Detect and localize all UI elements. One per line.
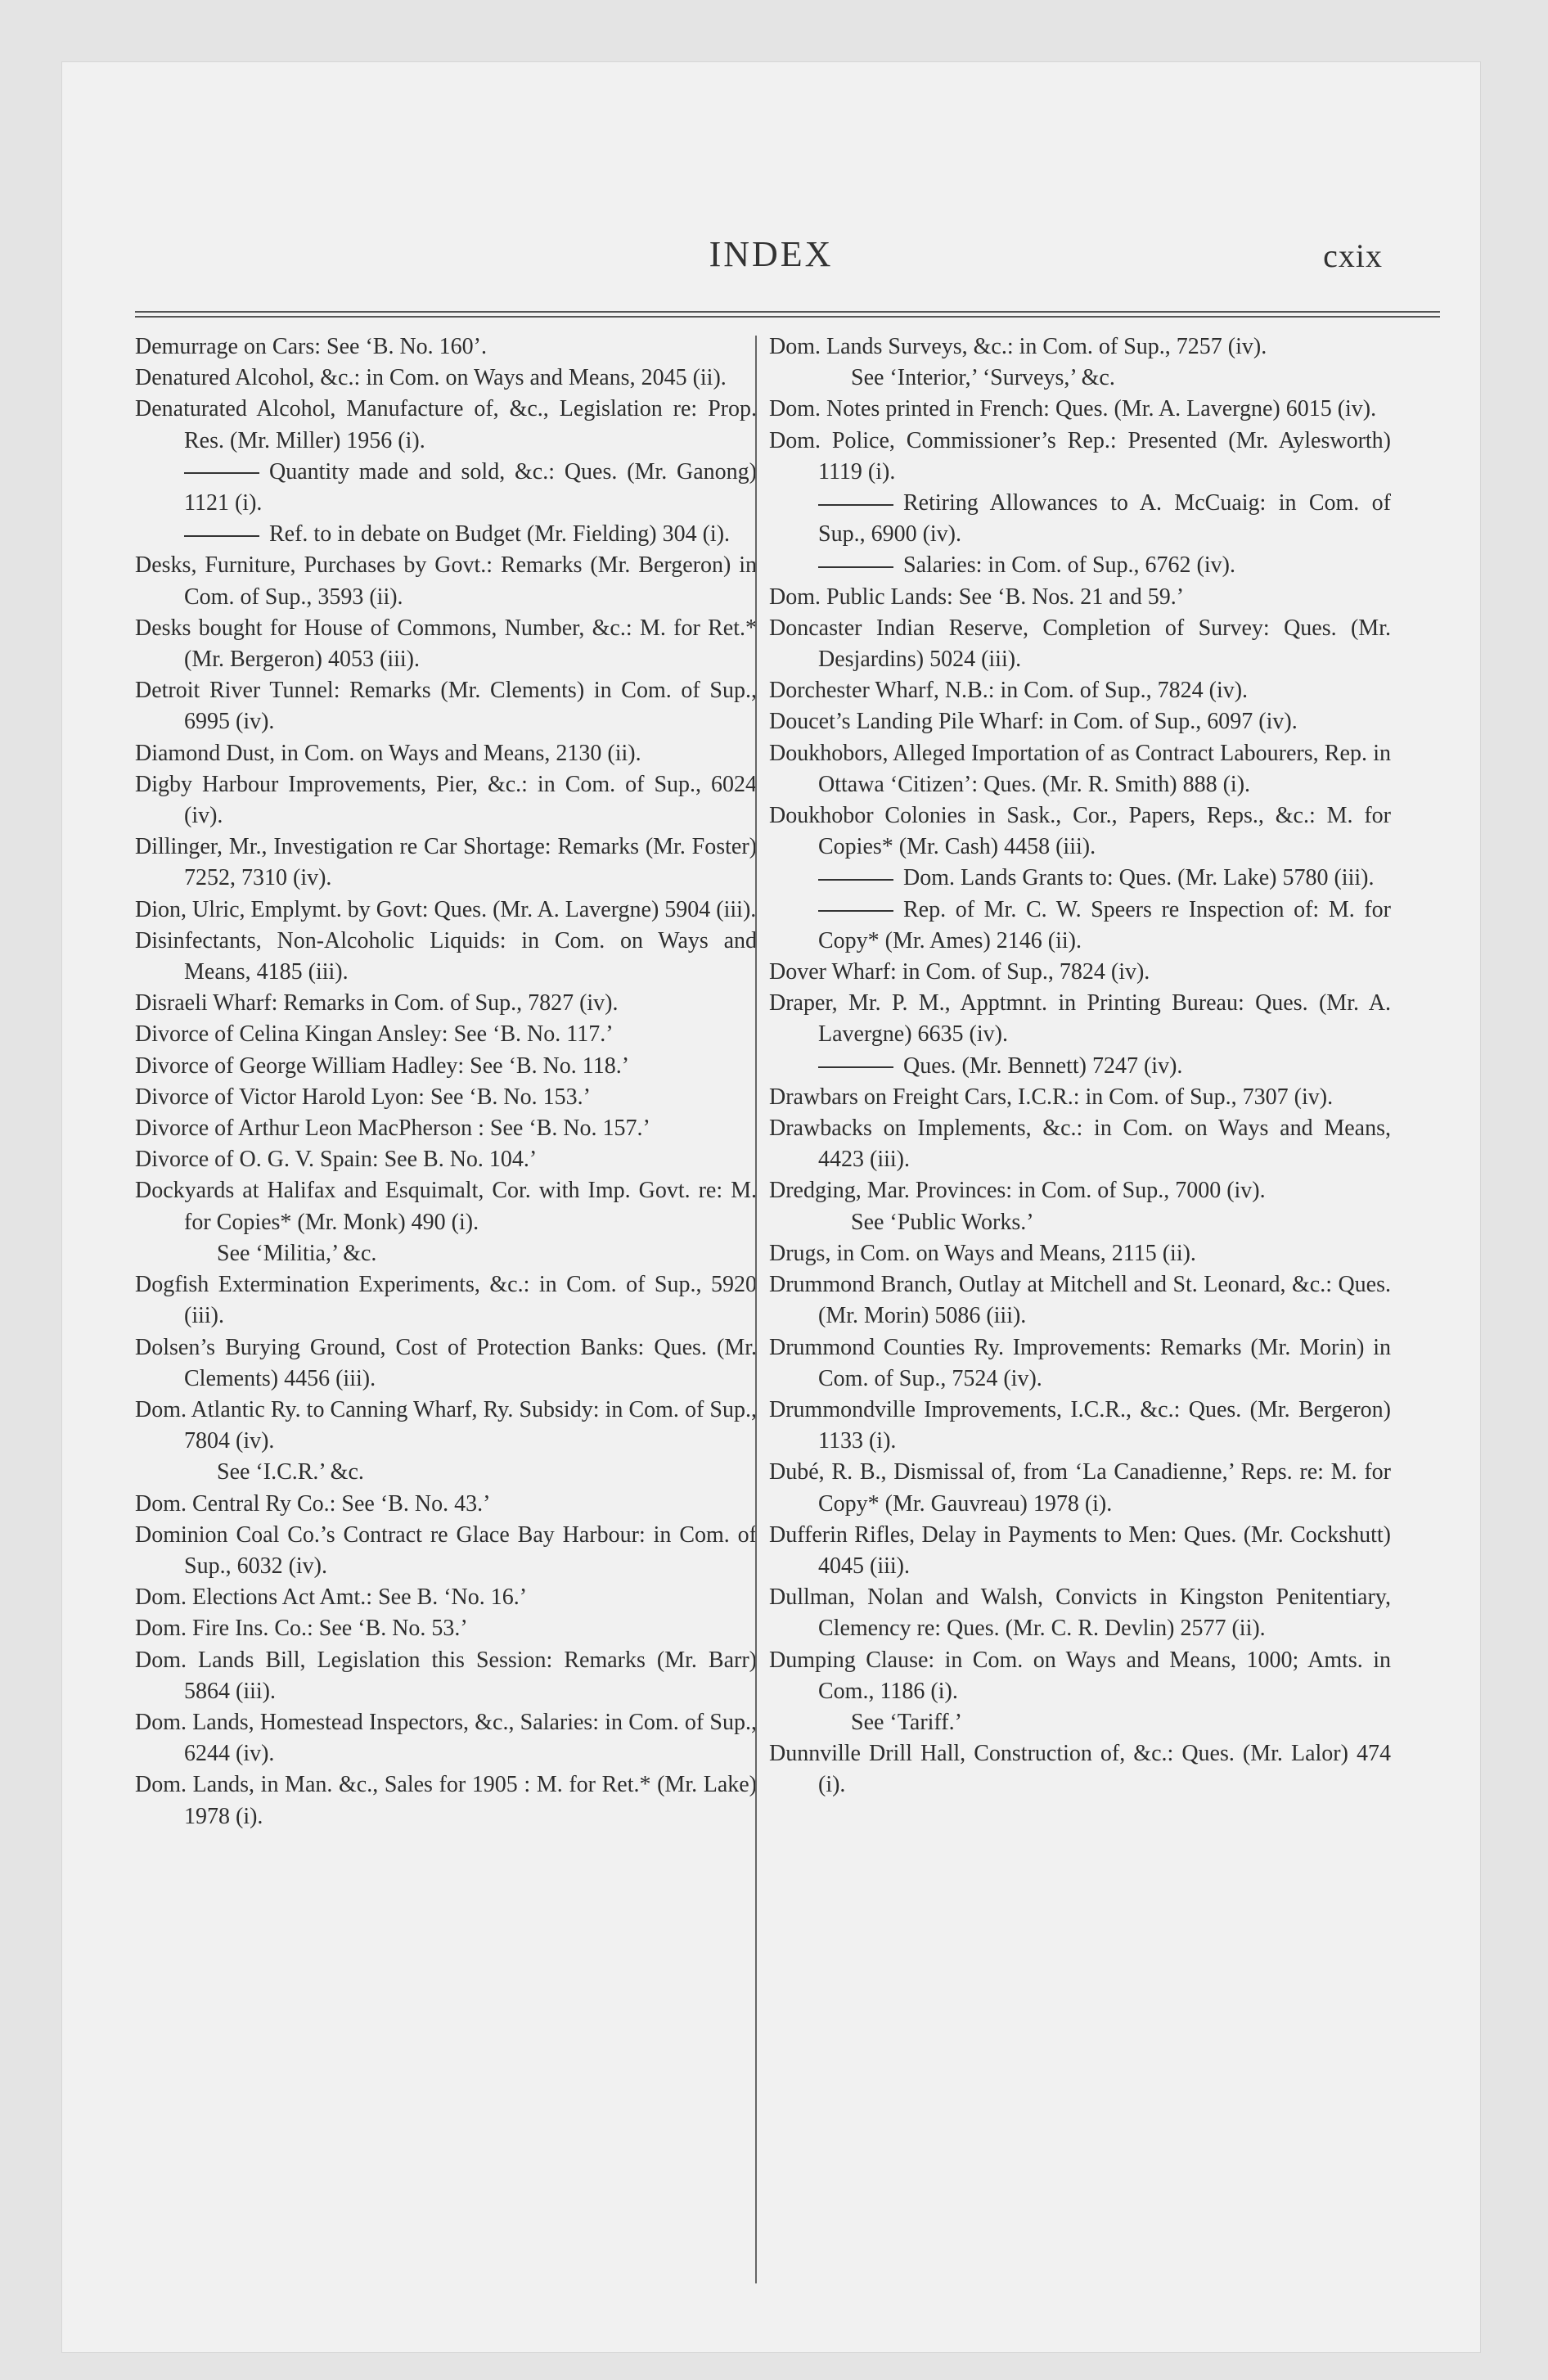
index-subentry: Quantity made and sold, &c.: Ques. (Mr. Ganong) 1121 (i). — [135, 457, 757, 519]
index-subentry: Retiring Allowances to A. McCuaig: in Com. of Sup., 6900 (iv). — [769, 488, 1391, 550]
index-entry: Dockyards at Halifax and Esquimalt, Cor. with Imp. Govt. re: M. for Copies* (Mr. Monk) 490 (i). — [135, 1178, 757, 1235]
index-entry: Desks, Furniture, Purchases by Govt.: Remarks (Mr. Bergeron) in Com. of Sup., 3593 (ii). — [135, 552, 757, 610]
index-entry: Drugs, in Com. on Ways and Means, 2115 (ii). — [769, 1240, 1196, 1266]
index-entry: Dubé, R. B., Dismissal of, from ‘La Canadienne,’ Reps. re: M. for Copy* (Mr. Gauvreau) 1978 (i). — [769, 1459, 1391, 1517]
index-entry: Disinfectants, Non-Alcoholic Liquids: in Com. on Ways and Means, 4185 (iii). — [135, 927, 757, 985]
index-entry: Dillinger, Mr., Investigation re Car Shortage: Remarks (Mr. Foster) 7252, 7310 (iv). — [135, 834, 757, 891]
cross-reference: See ‘Militia,’ &c. — [217, 1240, 377, 1266]
index-entry: Dion, Ulric, Emplymt. by Govt: Ques. (Mr. A. Lavergne) 5904 (iii). — [135, 896, 757, 922]
cross-reference: See ‘Public Works.’ — [851, 1209, 1034, 1235]
right-column — [769, 331, 1391, 1801]
index-entry: Diamond Dust, in Com. on Ways and Means, 2130 (ii). — [135, 740, 641, 766]
column-divider — [755, 336, 757, 2283]
index-entry: Dom. Fire Ins. Co.: See ‘B. No. 53.’ — [135, 1616, 468, 1642]
index-entry: Dom. Notes printed in French: Ques. (Mr. A. Lavergne) 6015 (iv). — [769, 396, 1377, 422]
index-entry: Divorce of Victor Harold Lyon: See ‘B. No. 153.’ — [135, 1084, 591, 1110]
index-entry: Demurrage on Cars: See ‘B. No. 160’. — [135, 334, 488, 359]
index-entry: Denaturated Alcohol, Manufacture of, &c., Legislation re: Prop. Res. (Mr. Miller) 1956 (i). — [135, 396, 757, 453]
index-entry: Drummondville Improvements, I.C.R., &c.: Ques. (Mr. Bergeron) 1133 (i). — [769, 1396, 1391, 1454]
index-entry: Digby Harbour Improvements, Pier, &c.: in Com. of Sup., 6024 (iv). — [135, 771, 757, 829]
index-entry: Divorce of George William Hadley: See ‘B. No. 118.’ — [135, 1053, 630, 1079]
index-page — [61, 61, 1481, 2353]
cross-reference: See ‘Tariff.’ — [851, 1709, 962, 1735]
index-entry: Dominion Coal Co.’s Contract re Glace Bay Harbour: in Com. of Sup., 6032 (iv). — [135, 1521, 757, 1579]
index-entry: Dumping Clause: in Com. on Ways and Means, 1000; Amts. in Com., 1186 (i). — [769, 1647, 1391, 1704]
index-entry: Drummond Counties Ry. Improvements: Remarks (Mr. Morin) in Com. of Sup., 7524 (iv). — [769, 1334, 1391, 1391]
index-subentry: Rep. of Mr. C. W. Speers re Inspection of: M. for Copy* (Mr. Ames) 2146 (ii). — [769, 895, 1391, 957]
index-subentry: Salaries: in Com. of Sup., 6762 (iv). — [769, 550, 1391, 581]
index-entry: Detroit River Tunnel: Remarks (Mr. Clements) in Com. of Sup., 6995 (iv). — [135, 678, 757, 735]
index-entry: Dredging, Mar. Provinces: in Com. of Sup., 7000 (iv). — [769, 1178, 1266, 1204]
index-subentry: Ref. to in debate on Budget (Mr. Fielding) 304 (i). — [135, 519, 757, 550]
index-entry: Draper, Mr. P. M., Apptmnt. in Printing Bureau: Ques. (Mr. A. Lavergne) 6635 (iv). — [769, 990, 1391, 1048]
index-entry: Dolsen’s Burying Ground, Cost of Protection Banks: Ques. (Mr. Clements) 4456 (iii). — [135, 1334, 757, 1391]
index-entry: Doukhobors, Alleged Importation of as Contract Labourers, Rep. in Ottawa ‘Citizen’: Ques. (Mr. R. Smith) 888 (i). — [769, 740, 1391, 797]
index-entry: Dom. Atlantic Ry. to Canning Wharf, Ry. Subsidy: in Com. of Sup., 7804 (iv). — [135, 1396, 757, 1454]
index-entry: Dunnville Drill Hall, Construction of, &c.: Ques. (Mr. Lalor) 474 (i). — [769, 1741, 1391, 1798]
index-entry: Dom. Public Lands: See ‘B. Nos. 21 and 59.’ — [769, 584, 1185, 610]
index-entry: Doukhobor Colonies in Sask., Cor., Papers, Reps., &c.: M. for Copies* (Mr. Cash) 4458 (iii). — [769, 803, 1391, 860]
index-entry: Dom. Lands, in Man. &c., Sales for 1905 : M. for Ret.* (Mr. Lake) 1978 (i). — [135, 1772, 757, 1829]
index-entry: Dorchester Wharf, N.B.: in Com. of Sup., 7824 (iv). — [769, 678, 1249, 704]
index-entry: Dom. Lands, Homestead Inspectors, &c., Salaries: in Com. of Sup., 6244 (iv). — [135, 1709, 757, 1767]
index-entry: Divorce of O. G. V. Spain: See B. No. 104.’ — [135, 1147, 538, 1173]
index-entry: Doncaster Indian Reserve, Completion of Survey: Ques. (Mr. Desjardins) 5024 (iii). — [769, 615, 1391, 673]
index-subentry: Dom. Lands Grants to: Ques. (Mr. Lake) 5780 (iii). — [769, 863, 1391, 894]
left-column — [135, 331, 757, 1832]
cross-reference: See ‘I.C.R.’ &c. — [217, 1459, 364, 1485]
index-entry: Disraeli Wharf: Remarks in Com. of Sup., 7827 (iv). — [135, 990, 619, 1016]
index-entry: Dom. Elections Act Amt.: See B. ‘No. 16.’ — [135, 1584, 528, 1611]
index-entry: Dover Wharf: in Com. of Sup., 7824 (iv). — [769, 959, 1150, 985]
index-entry: Dufferin Rifles, Delay in Payments to Men: Ques. (Mr. Cockshutt) 4045 (iii). — [769, 1521, 1391, 1579]
header-rule — [135, 311, 1440, 318]
index-entry: Doucet’s Landing Pile Wharf: in Com. of Sup., 6097 (iv). — [769, 709, 1298, 735]
cross-reference: See ‘Interior,’ ‘Surveys,’ &c. — [851, 365, 1115, 391]
index-entry: Dom. Lands Bill, Legislation this Session: Remarks (Mr. Barr) 5864 (iii). — [135, 1647, 757, 1704]
index-entry: Dom. Lands Surveys, &c.: in Com. of Sup., 7257 (iv). — [769, 334, 1267, 359]
index-entry: Dom. Central Ry Co.: See ‘B. No. 43.’ — [135, 1490, 491, 1517]
index-entry: Drummond Branch, Outlay at Mitchell and St. Leonard, &c.: Ques. (Mr. Morin) 5086 (iii). — [769, 1272, 1391, 1329]
index-entry: Drawbars on Freight Cars, I.C.R.: in Com. of Sup., 7307 (iv). — [769, 1084, 1334, 1110]
index-entry: Dullman, Nolan and Walsh, Convicts in Kingston Penitentiary, Clemency re: Ques. (Mr. C. R. Devlin) 2577 (ii). — [769, 1584, 1391, 1642]
index-entry: Dom. Police, Commissioner’s Rep.: Presented (Mr. Aylesworth) 1119 (i). — [769, 427, 1391, 485]
page-number: cxix — [1323, 237, 1383, 274]
page-header — [61, 233, 1481, 282]
index-entry: Drawbacks on Implements, &c.: in Com. on Ways and Means, 4423 (iii). — [769, 1116, 1391, 1173]
index-entry: Denatured Alcohol, &c.: in Com. on Ways and Means, 2045 (ii). — [135, 365, 727, 391]
index-entry: Dogfish Extermination Experiments, &c.: in Com. of Sup., 5920 (iii). — [135, 1272, 757, 1329]
page-title: INDEX — [709, 234, 834, 274]
index-entry: Divorce of Arthur Leon MacPherson : See ‘B. No. 157.’ — [135, 1116, 650, 1142]
index-entry: Divorce of Celina Kingan Ansley: See ‘B. No. 117.’ — [135, 1021, 614, 1048]
index-entry: Desks bought for House of Commons, Number, &c.: M. for Ret.* (Mr. Bergeron) 4053 (iii). — [135, 615, 757, 673]
index-subentry: Ques. (Mr. Bennett) 7247 (iv). — [769, 1051, 1391, 1082]
